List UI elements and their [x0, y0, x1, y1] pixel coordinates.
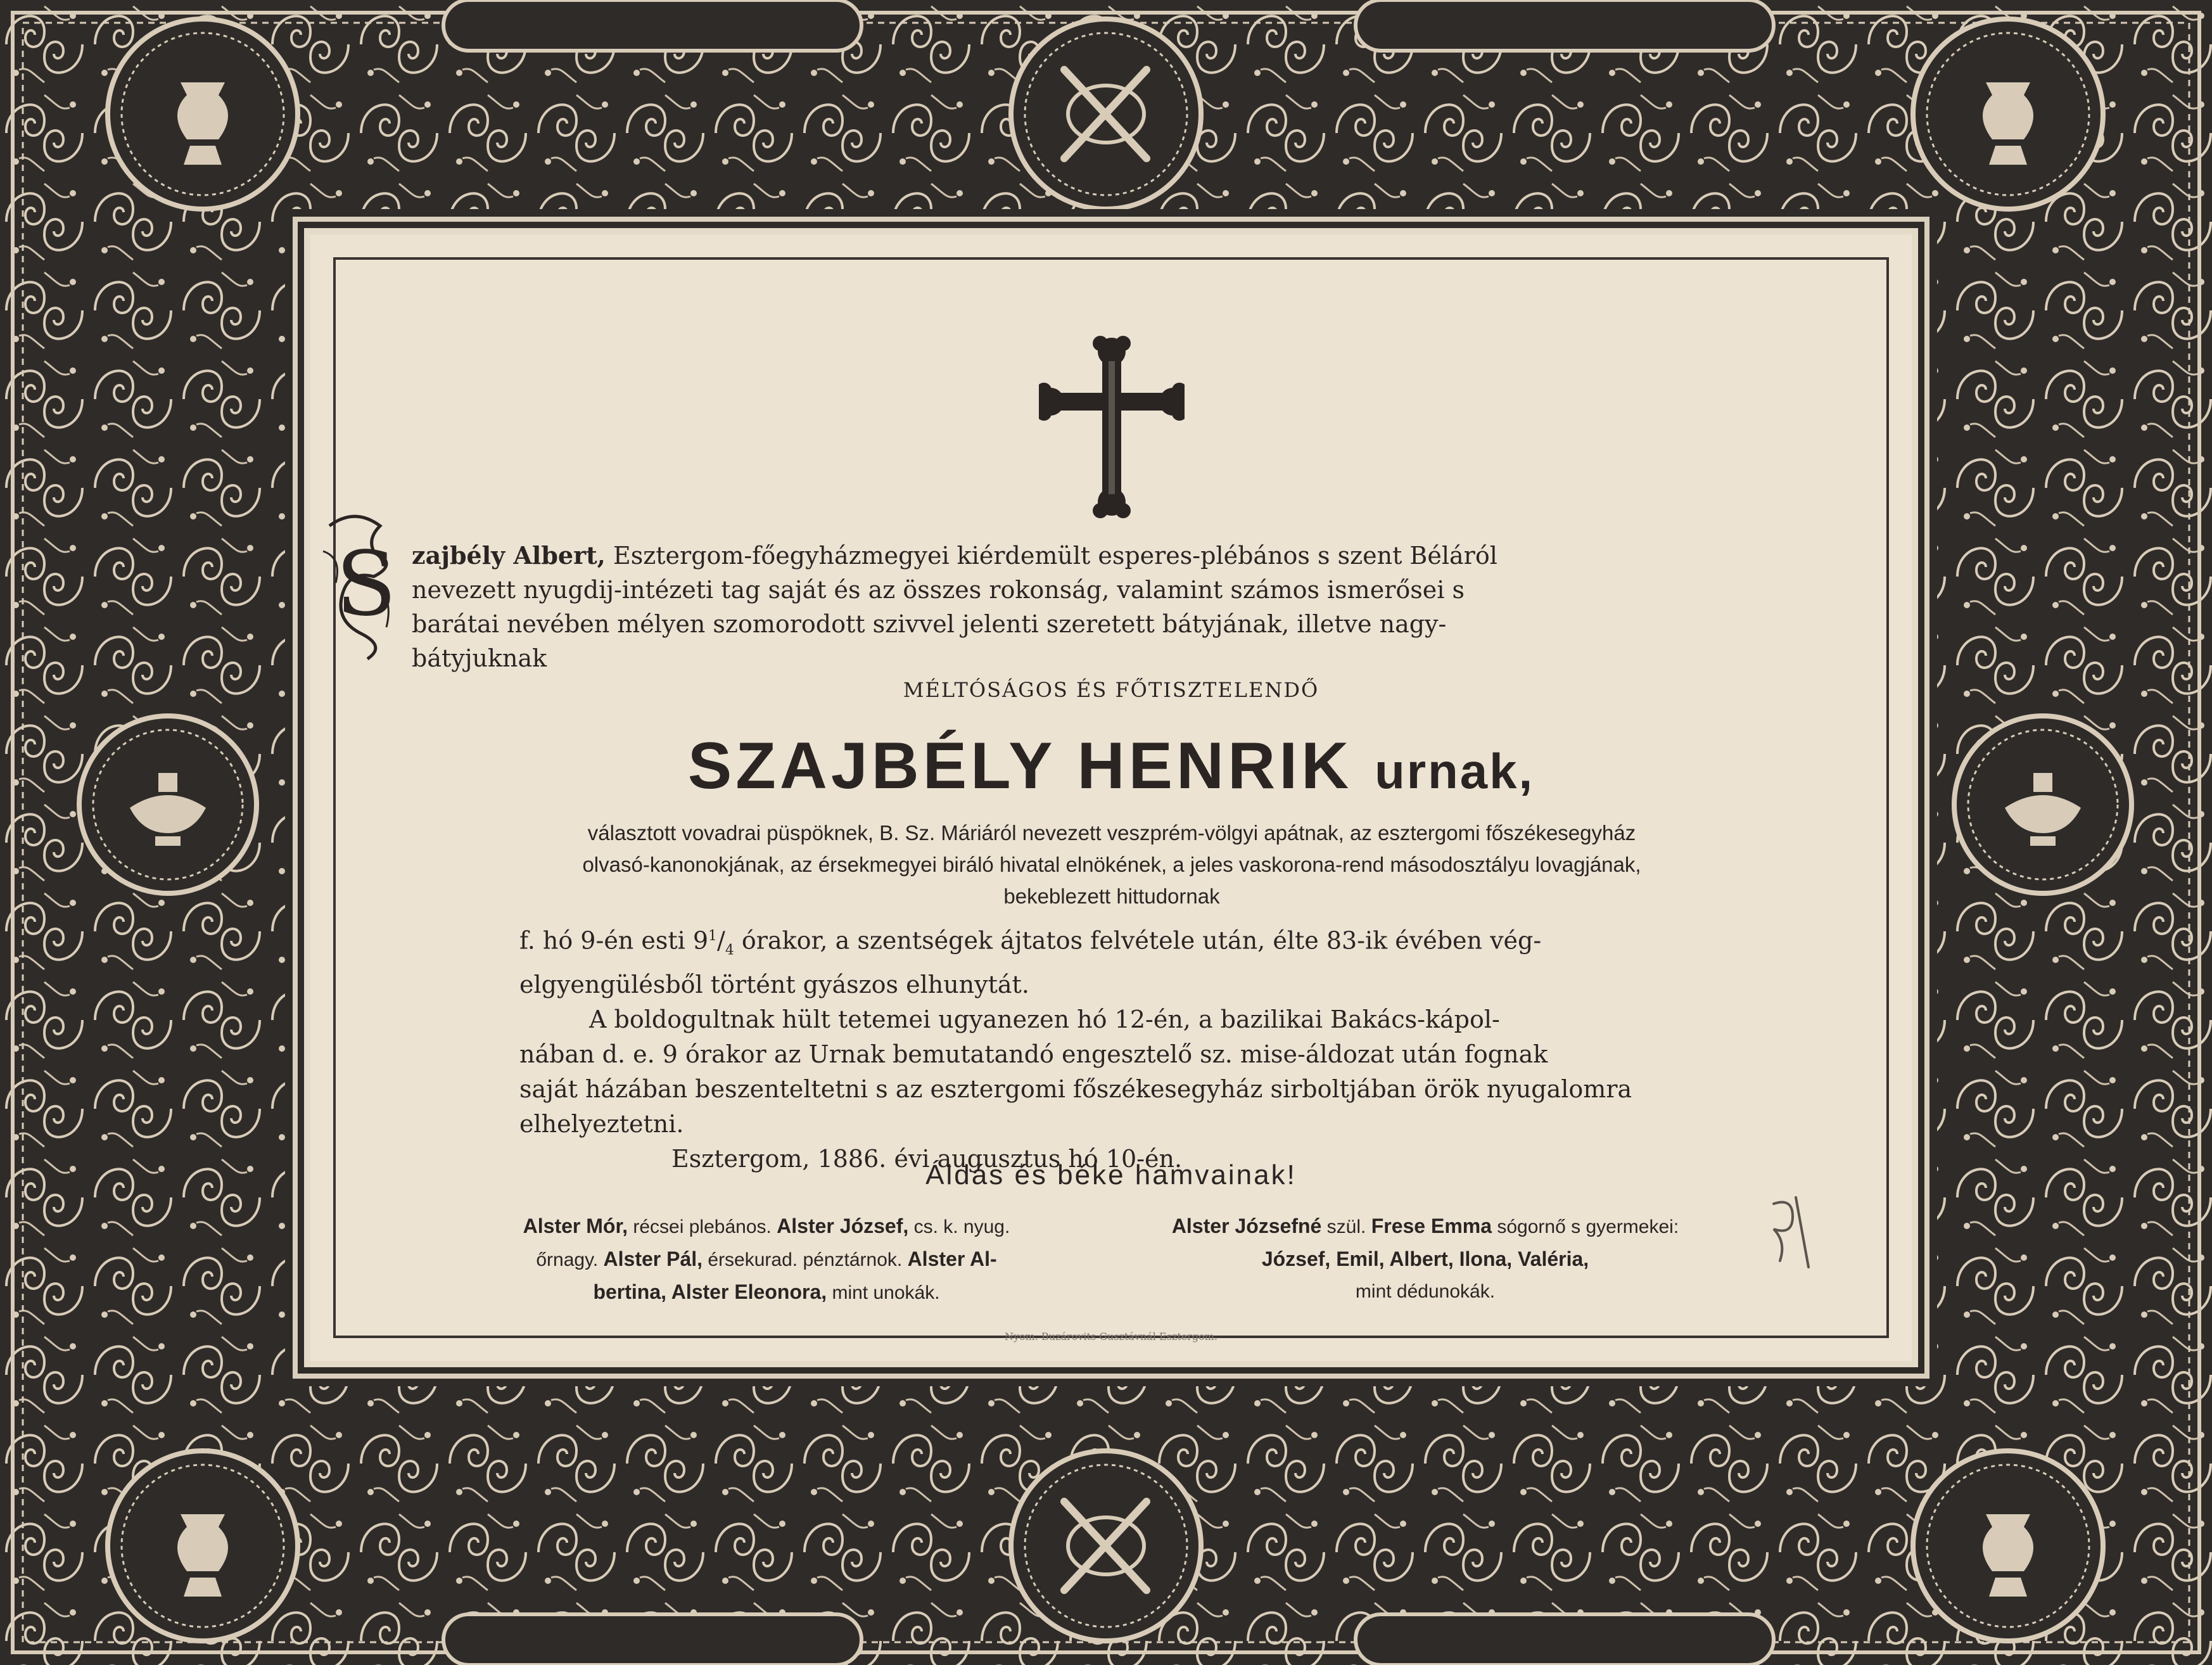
dropcap-ornament: [317, 513, 399, 665]
deceased-name: SZAJBÉLY HENRIK: [687, 729, 1353, 803]
sig-left-1b: récsei plebános.: [628, 1216, 777, 1237]
intro-paragraph: [336, 533, 1793, 675]
sig-left-2b: Alster Pál,: [603, 1247, 703, 1270]
sig-left-3b: mint unokák.: [827, 1282, 940, 1303]
death-fraction-num: 1: [708, 928, 718, 944]
sig-right-1b: szül.: [1321, 1216, 1371, 1237]
honorific: MÉLTÓSÁGOS ÉS FŐTISZTELENDŐ: [903, 678, 1319, 702]
funeral-line-3: saját házában beszenteltetni s az esztergomi főszékesegyház sirboltjában örök nyugalomra: [519, 1075, 1632, 1104]
sig-right-1a: Alster Józsefné: [1171, 1215, 1322, 1237]
intro-line-1: Esztergom-főegyházmegyei kiérdemült esperes-plébános s szent Béláról: [613, 542, 1497, 570]
sig-right-1c: Frese Emma: [1371, 1215, 1492, 1237]
death-line-1a: f. hó 9-én esti 9: [519, 926, 709, 955]
intro-name: zajbély Albert,: [412, 541, 606, 570]
titles-line-2: olvasó-kanonokjának, az érsekmegyei biráló hivatal elnökének, a jeles vaskorona-rend másodosztályu lovagjának,: [582, 853, 1641, 876]
death-paragraph: f. hó 9-én esti $9^1/_4$ órakor, a szentségek ájtatos felvétele után, élte 83-ik évében vég- elgyengülésből történt gyászos elhunytát. A boldogultnak hült tetemei ugyanezen hó 12-én, a bazilikai Bakács-kápol- nában d. e. 9 órakor az Urnak bemutatandó engesztelő sz. mise-áldozat után fognak saját házában beszenteltetni s az esztergomi főszékesegyház sirboltjában örök nyugalomra elhelyeztetni. Esztergom, 1886. évi augusztus hó 10-én.: [519, 919, 1704, 1177]
deceased-suffix: urnak,: [1375, 743, 1535, 799]
cross-icon: [1039, 336, 1185, 520]
notice-panel: [310, 234, 1912, 1361]
sig-right-1d: sógornő s gyermekei:: [1492, 1216, 1679, 1237]
titles-line-1: választott vovadrai püspöknek, B. Sz. Máriáról nevezett veszprém-völgyi apátnak, az esztergomi főszékesegyház: [587, 821, 1636, 845]
sig-left-2a: őrnagy.: [536, 1249, 604, 1270]
handwritten-mark: [1761, 1191, 1818, 1280]
deceased-titles: [450, 817, 1774, 912]
funeral-line-1: A boldogultnak hült tetemei ugyanezen hó 12-én, a bazilikai Bakács-kápol-: [589, 1005, 1500, 1034]
death-fraction-den: 4: [725, 942, 734, 959]
death-line-2: elgyengülésből történt gyászos elhunytát.: [519, 971, 1029, 999]
dropcap-letter: S: [336, 533, 397, 636]
death-line-1b: órakor, a szentségek ájtatos felvétele után, élte 83-ik évében vég-: [734, 926, 1542, 955]
deceased-name-line: [310, 729, 1912, 804]
intro-line-2: nevezett nyugdij-intézeti tag saját és az összes rokonság, valamint számos ismerősei s: [412, 576, 1465, 604]
printer-imprint: Nyom. Buzárovits Gusztávnál Esztergom.: [1005, 1330, 1217, 1343]
sig-right-3: mint dédunokák.: [1355, 1281, 1496, 1302]
intro-line-4: bátyjuknak: [412, 644, 547, 672]
sig-left-1a: Alster Mór,: [523, 1215, 628, 1237]
sig-right-2: József, Emil, Albert, Ilona, Valéria,: [1261, 1247, 1589, 1270]
signatories-left: [507, 1210, 1026, 1309]
sig-left-1d: cs. k. nyug.: [908, 1216, 1010, 1237]
signatories-right: [1140, 1210, 1710, 1308]
sig-left-1c: Alster József,: [777, 1215, 909, 1237]
titles-line-3: bekeblezett hittudornak: [1003, 884, 1220, 908]
intro-line-3: barátai nevében mélyen szomorodott szivvel jelenti szeretett bátyjának, illetve nagy-: [412, 610, 1447, 638]
sig-left-2d: Alster Al-: [907, 1247, 997, 1270]
funeral-line-4: elhelyeztetni.: [519, 1110, 684, 1139]
blessing: Áldás és béke hamvainak!: [925, 1159, 1297, 1190]
place-date: Esztergom, 1886. évi augusztus hó 10-én.: [671, 1145, 1183, 1173]
funeral-line-2: nában d. e. 9 órakor az Urnak bemutatandó engesztelő sz. mise-áldozat után fognak: [519, 1040, 1548, 1069]
sig-left-2c: érsekurad. pénztárnok.: [702, 1249, 908, 1270]
sig-left-3a: bertina, Alster Eleonora,: [593, 1280, 827, 1303]
